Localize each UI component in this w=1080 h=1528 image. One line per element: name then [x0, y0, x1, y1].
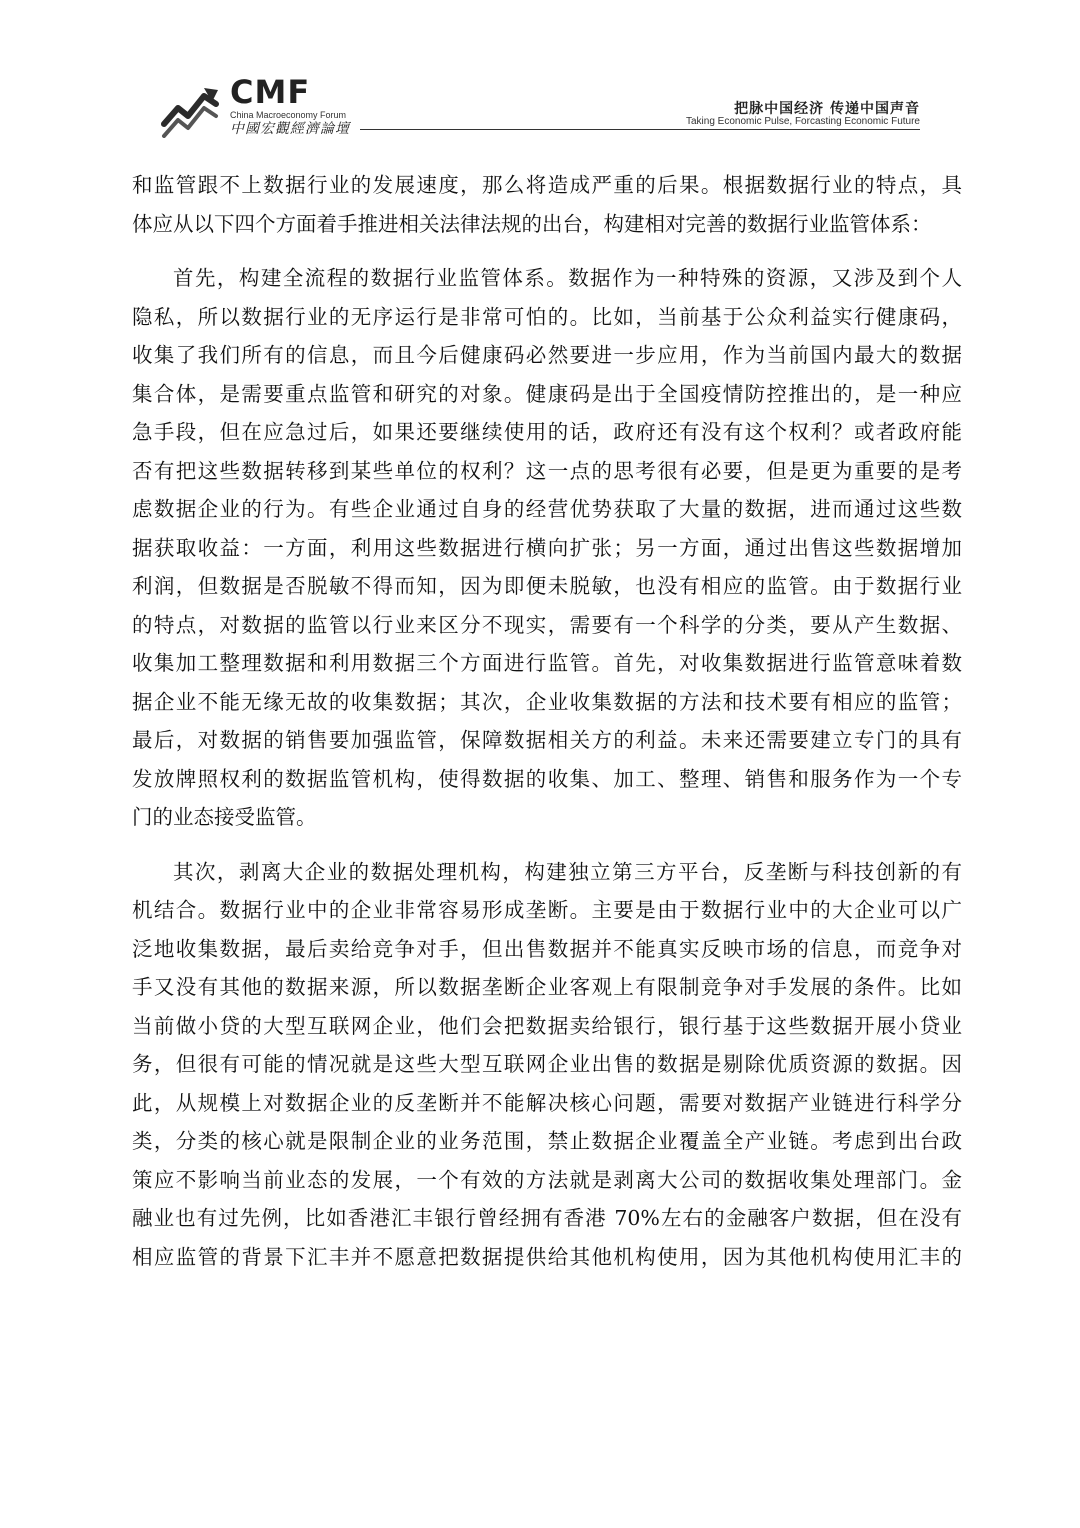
text-line: 据获取收益：一方面，利用这些数据进行横向扩张；另一方面，通过出售这些数据增加 [132, 535, 962, 560]
text-line: 据企业不能无缘无故的收集数据；其次，企业收集数据的方法和技术要有相应的监管； [132, 689, 962, 714]
text-line: 否有把这些数据转移到某些单位的权利？这一点的思考很有必要，但是更为重要的是考 [132, 458, 962, 483]
cmf-logo-icon [160, 82, 220, 138]
text-line: 收集加工整理数据和利用数据三个方面进行监管。首先，对收集数据进行监管意味着数 [132, 651, 962, 675]
text-line: 相应监管的背景下汇丰并不愿意把数据提供给其他机构使用，因为其他机构使用汇丰的 [132, 1244, 962, 1269]
text-line: 策应不影响当前业态的发展，一个有效的方法就是剥离大公司的数据收集处理部门。金 [132, 1167, 962, 1192]
paragraph [132, 166, 962, 243]
text-line: 集合体，是需要重点监管和研究的对象。健康码是出于全国疫情防控推出的，是一种应 [132, 381, 962, 406]
text-line: 虑数据企业的行为。有些企业通过自身的经营优势获取了大量的数据，进而通过这些数 [132, 497, 962, 521]
text-line: 类，分类的核心就是限制企业的业务范围，禁止数据企业覆盖全产业链。考虑到出台政 [132, 1129, 962, 1153]
logo-text [230, 73, 420, 137]
paragraph [132, 853, 962, 1277]
text-line: 和监管跟不上数据行业的发展速度，那么将造成严重的后果。根据数据行业的特点，具 [132, 173, 962, 197]
text-line: 务，但很有可能的情况就是这些大型互联网企业出售的数据是剔除优质资源的数据。因 [132, 1052, 962, 1076]
document-body [132, 166, 962, 1292]
text-line: 的特点，对数据的监管以行业来区分不现实，需要有一个科学的分类，要从产生数据、 [132, 612, 962, 637]
slogan-english: Taking Economic Pulse, Forcasting Economic Future [686, 116, 920, 127]
text-line: 急手段，但在应急过后，如果还要继续使用的话，政府还有没有这个权利？或者政府能 [132, 420, 962, 444]
text-line: 手又没有其他的数据来源，所以数据垄断企业客观上有限制竞争对手发展的条件。比如 [132, 975, 962, 999]
text-line: 融业也有过先例，比如香港汇丰银行曾经拥有香港 70%左右的金融客户数据，但在没有 [132, 1206, 962, 1230]
page-header [160, 74, 920, 144]
text-line: 机结合。数据行业中的企业非常容易形成垄断。主要是由于数据行业中的大企业可以广 [132, 898, 962, 922]
paragraph [132, 259, 962, 837]
text-line: 当前做小贷的大型互联网企业，他们会把数据卖给银行，银行基于这些数据开展小贷业 [132, 1013, 962, 1038]
text-line: 首先，构建全流程的数据行业监管体系。数据作为一种特殊的资源，又涉及到个人 [173, 266, 962, 290]
logo-chinese-name: 中國宏觀經濟論壇 [230, 121, 350, 137]
logo-english-name: China Macroeconomy Forum [230, 110, 347, 120]
text-line: 泛地收集数据，最后卖给竞争对手，但出售数据并不能真实反映市场的信息，而竞争对 [132, 936, 962, 961]
text-line: 此，从规模上对数据企业的反垄断并不能解决核心问题，需要对数据产业链进行科学分 [132, 1090, 962, 1115]
text-line: 发放牌照权利的数据监管机构，使得数据的收集、加工、整理、销售和服务作为一个专 [132, 766, 962, 791]
header-divider [360, 129, 920, 130]
logo-abbreviation: CMF [230, 73, 311, 111]
text-line: 收集了我们所有的信息，而且今后健康码必然要进一步应用，作为当前国内最大的数据 [132, 343, 962, 367]
slogan-chinese: 把脉中国经济 传递中国声音 [734, 101, 920, 117]
text-line: 其次，剥离大企业的数据处理机构，构建独立第三方平台，反垄断与科技创新的有 [173, 859, 962, 884]
text-line: 利润，但数据是否脱敏不得而知，因为即便未脱敏，也没有相应的监管。由于数据行业 [132, 574, 962, 598]
text-line: 隐私，所以数据行业的无序运行是非常可怕的。比如，当前基于公众利益实行健康码， [132, 304, 962, 329]
text-line: 最后，对数据的销售要加强监管，保障数据相关方的利益。未来还需要建立专门的具有 [132, 728, 962, 752]
text-line: 体应从以下四个方面着手推进相关法律法规的出台，构建相对完善的数据行业监管体系： [132, 211, 932, 236]
text-line: 门的业态接受监管。 [132, 805, 317, 829]
